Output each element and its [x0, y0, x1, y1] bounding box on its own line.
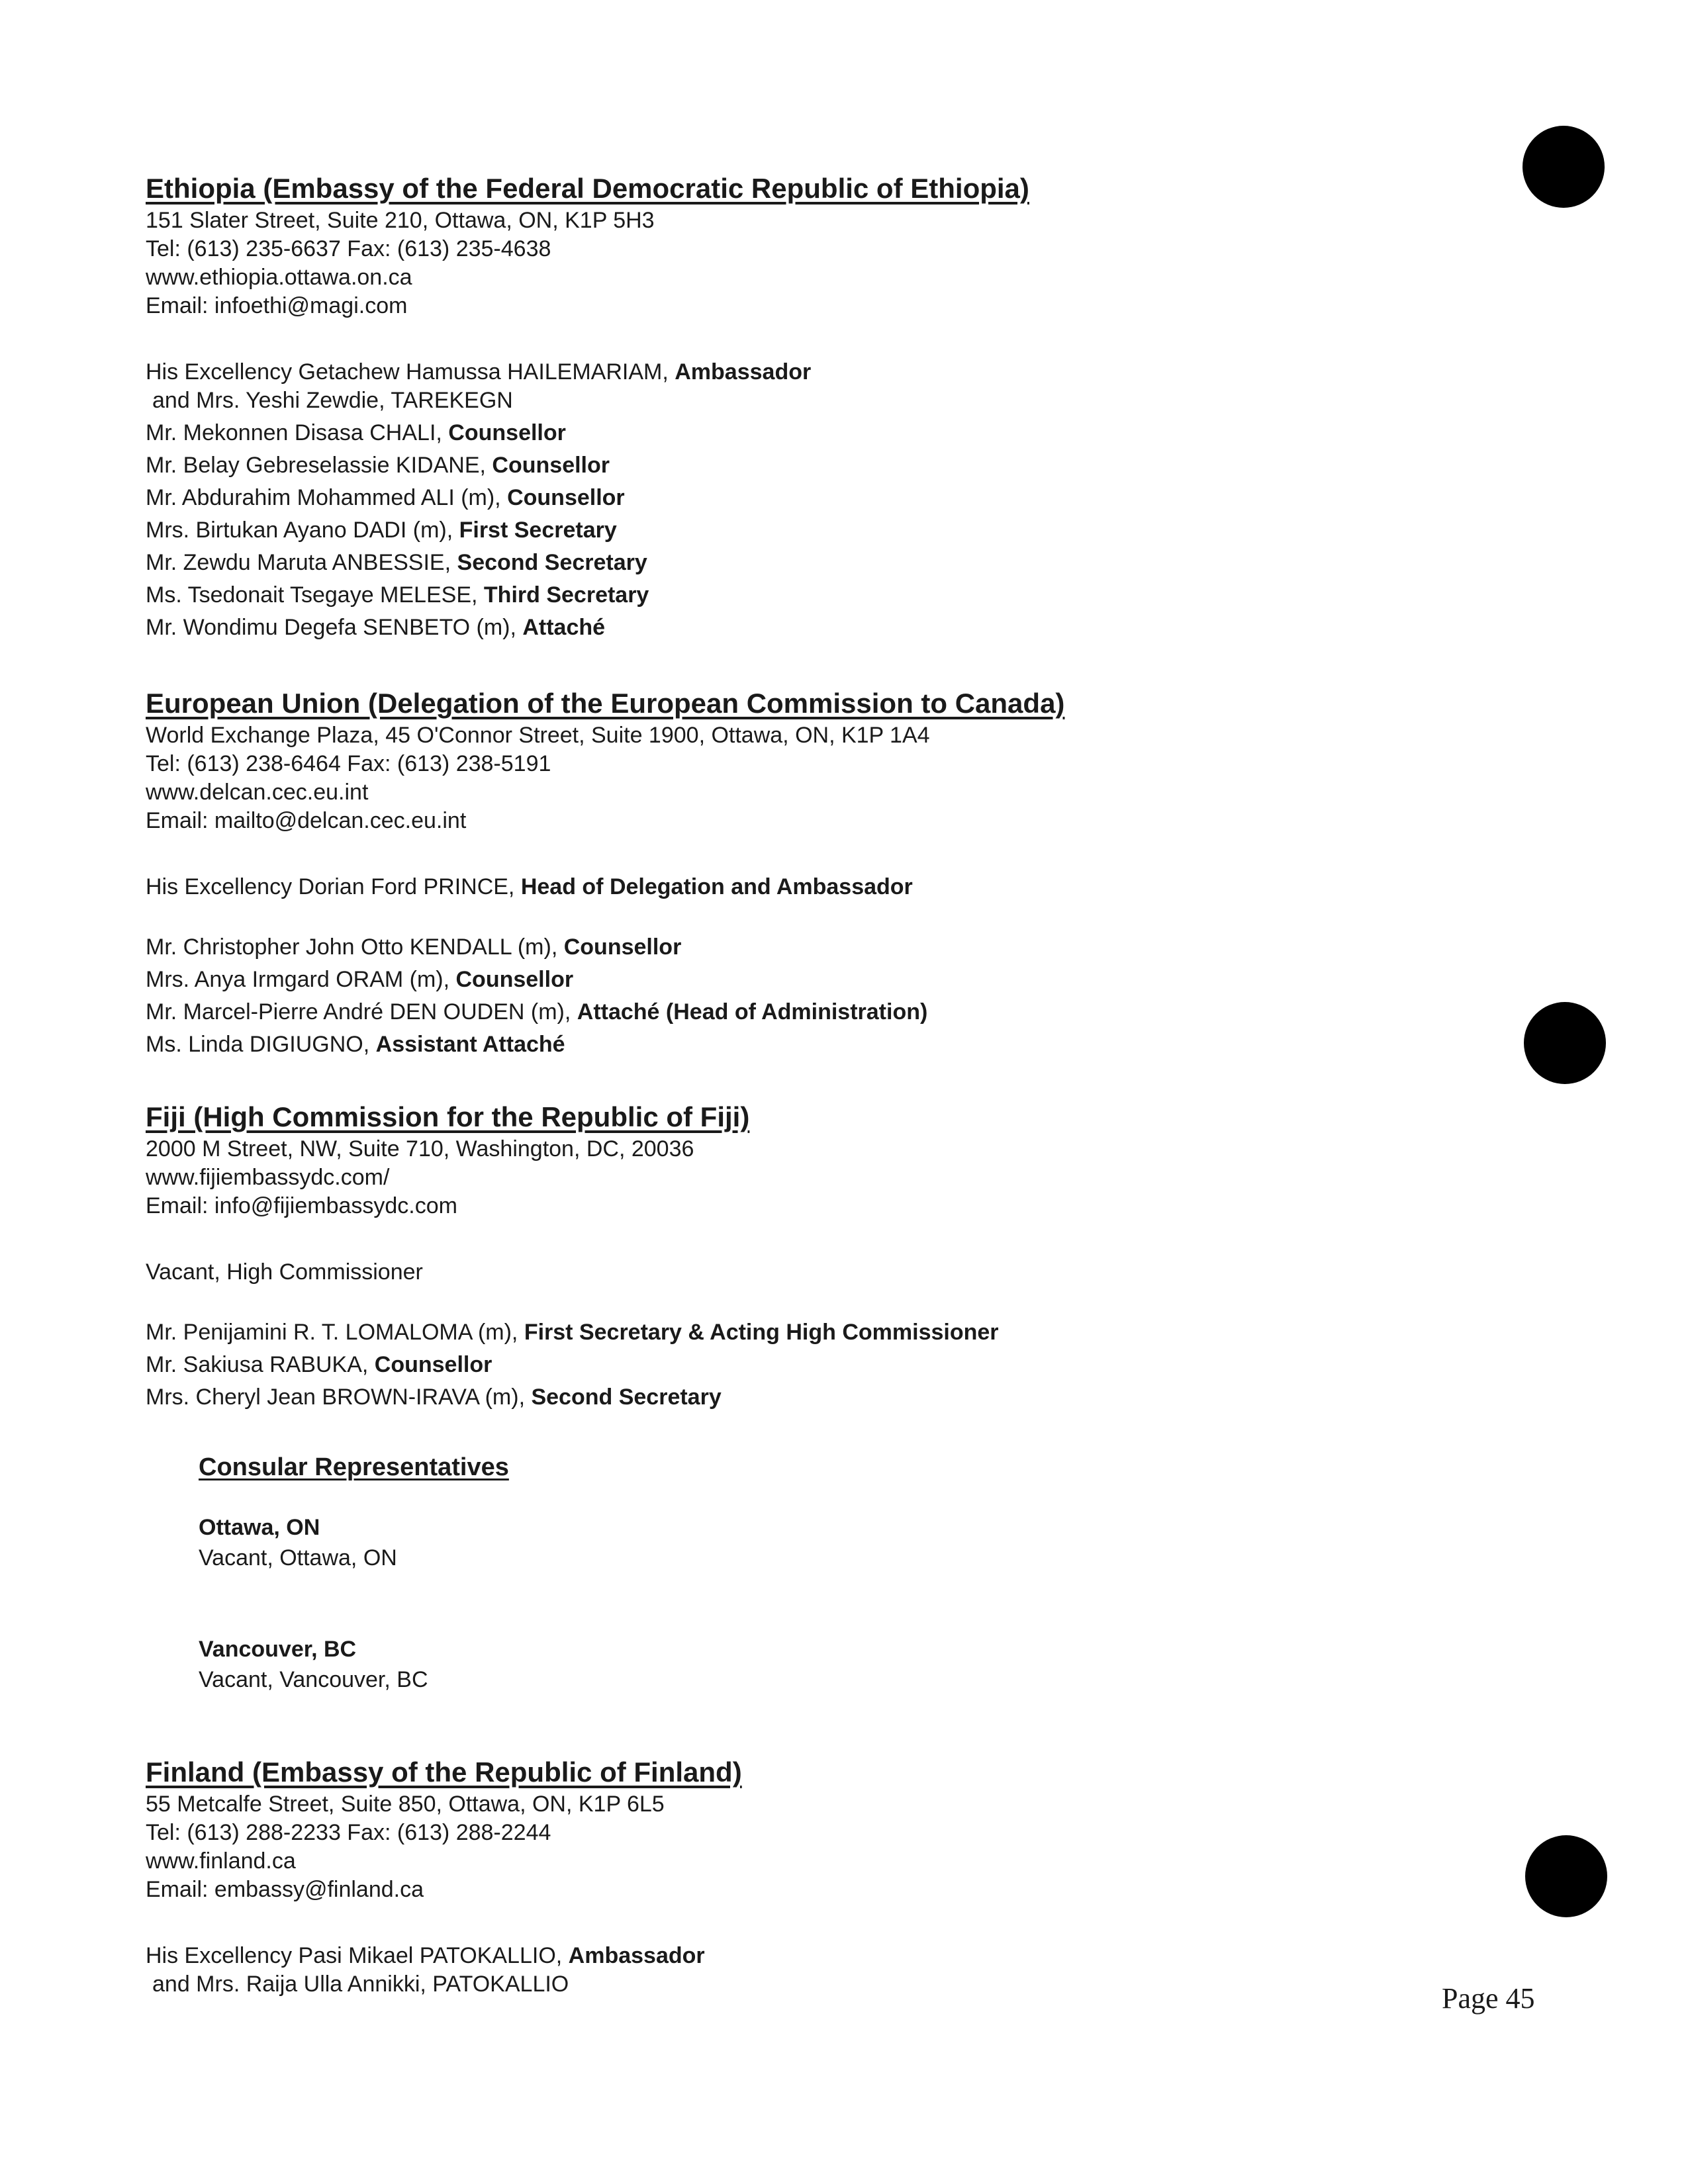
phone-fax: Tel: (613) 288-2233 Fax: (613) 288-2244	[146, 1820, 551, 1845]
address-block	[146, 721, 1503, 835]
section-european-union	[146, 688, 1503, 1061]
spouse-line: and Mrs. Yeshi Zewdie, TAREKEGN	[152, 388, 513, 413]
person-title: First Secretary & Acting High Commissioner	[524, 1320, 999, 1345]
staff-entry	[146, 996, 1503, 1028]
person-title: Assistant Attaché	[375, 1032, 565, 1057]
person-name: Mrs. Cheryl Jean BROWN-IRAVA (m),	[146, 1385, 532, 1410]
person-title: Ambassador	[568, 1943, 705, 1968]
staff-entry	[146, 1028, 1503, 1061]
person-title: Counsellor	[492, 453, 610, 478]
email-link[interactable]: Email: embassy@finland.ca	[146, 1877, 424, 1902]
phone-fax: Tel: (613) 238-6464 Fax: (613) 238-5191	[146, 751, 551, 776]
staff-entry	[146, 579, 1503, 612]
staff-entry	[146, 482, 1503, 514]
street-address: 55 Metcalfe Street, Suite 850, Ottawa, ON, K1P 6L5	[146, 1792, 665, 1817]
person-title: Counsellor	[563, 934, 682, 960]
consular-representatives	[199, 1453, 1390, 1695]
head-of-mission	[146, 356, 1503, 388]
head-of-mission	[146, 871, 1503, 903]
staff-entry	[146, 931, 1503, 964]
person-title: Third Secretary	[483, 582, 649, 608]
consular-office	[199, 1634, 1390, 1695]
punch-hole-bottom	[1525, 1835, 1607, 1917]
website-link[interactable]: www.ethiopia.ottawa.on.ca	[146, 265, 412, 290]
consular-status: Vacant, Ottawa, ON	[199, 1545, 397, 1570]
staff-entry	[146, 547, 1503, 579]
person-name: His Excellency Dorian Ford PRINCE,	[146, 874, 521, 899]
person-name: Mr. Belay Gebreselassie KIDANE,	[146, 453, 492, 478]
person-title: Counsellor	[448, 420, 566, 445]
section-ethiopia	[146, 173, 1503, 644]
person-name: Mr. Sakiusa RABUKA,	[146, 1352, 375, 1377]
head-of-mission	[146, 1940, 1503, 1972]
person-name: Mrs. Birtukan Ayano DADI (m),	[146, 518, 459, 543]
person-title: Second Secretary	[457, 550, 647, 575]
person-title: First Secretary	[459, 518, 617, 543]
person-name: His Excellency Getachew Hamussa HAILEMARIAM,	[146, 359, 675, 385]
person-name: Ms. Linda DIGIUGNO,	[146, 1032, 376, 1057]
section-heading: Fiji (High Commission for the Republic of Fiji)	[146, 1101, 750, 1132]
consular-heading: Consular Representatives	[199, 1453, 509, 1481]
person-title: Attaché (Head of Administration)	[577, 999, 928, 1024]
consular-status: Vacant, Vancouver, BC	[199, 1667, 428, 1692]
address-block	[146, 1790, 1503, 1904]
punch-hole-top	[1523, 126, 1605, 208]
person-name: Ms. Tsedonait Tsegaye MELESE,	[146, 582, 484, 608]
address-block	[146, 1135, 1503, 1220]
staff-list	[146, 417, 1503, 644]
email-link[interactable]: Email: infoethi@magi.com	[146, 293, 408, 318]
address-block	[146, 206, 1503, 320]
person-name: Mr. Wondimu Degefa SENBETO (m),	[146, 615, 523, 640]
person-name: Mr. Marcel-Pierre André DEN OUDEN (m),	[146, 999, 577, 1024]
person-title: Counsellor	[374, 1352, 492, 1377]
street-address: 151 Slater Street, Suite 210, Ottawa, ON, K1P 5H3	[146, 208, 655, 233]
staff-entry	[146, 1381, 1503, 1414]
page-number: Page 45	[1442, 1982, 1535, 2015]
person-title: Ambassador	[675, 359, 812, 385]
website-link[interactable]: www.fijiembassydc.com/	[146, 1165, 390, 1190]
person-name: Mr. Zewdu Maruta ANBESSIE,	[146, 550, 457, 575]
person-name: His Excellency Pasi Mikael PATOKALLIO,	[146, 1943, 569, 1968]
staff-entry	[146, 417, 1503, 449]
website-link[interactable]: www.delcan.cec.eu.int	[146, 780, 369, 805]
email-link[interactable]: Email: mailto@delcan.cec.eu.int	[146, 808, 467, 833]
person-name: Vacant, High Commissioner	[146, 1259, 423, 1285]
section-heading: Finland (Embassy of the Republic of Finland)	[146, 1756, 742, 1788]
phone-fax: Tel: (613) 235-6637 Fax: (613) 235-4638	[146, 236, 551, 261]
section-finland	[146, 1757, 1503, 2001]
staff-entry	[146, 514, 1503, 547]
person-title: Counsellor	[455, 967, 574, 992]
staff-entry	[146, 1349, 1503, 1381]
person-name: Mr. Christopher John Otto KENDALL (m),	[146, 934, 564, 960]
email-link[interactable]: Email: info@fijiembassydc.com	[146, 1193, 457, 1218]
street-address: World Exchange Plaza, 45 O'Connor Street, Suite 1900, Ottawa, ON, K1P 1A4	[146, 723, 930, 748]
person-name: Mr. Penijamini R. T. LOMALOMA (m),	[146, 1320, 524, 1345]
staff-entry	[146, 964, 1503, 996]
person-name: Mr. Abdurahim Mohammed ALI (m),	[146, 485, 508, 510]
staff-entry	[146, 449, 1503, 482]
consular-city: Vancouver, BC	[199, 1637, 357, 1662]
person-name: Mr. Mekonnen Disasa CHALI,	[146, 420, 449, 445]
street-address: 2000 M Street, NW, Suite 710, Washington, DC, 20036	[146, 1136, 694, 1161]
person-name: Mrs. Anya Irmgard ORAM (m),	[146, 967, 456, 992]
person-title: Head of Delegation and Ambassador	[520, 874, 913, 899]
person-title: Counsellor	[507, 485, 625, 510]
section-fiji	[146, 1102, 1503, 1414]
person-title: Attaché	[522, 615, 606, 640]
spouse-line: and Mrs. Raija Ulla Annikki, PATOKALLIO	[152, 1972, 569, 1997]
staff-list	[146, 931, 1503, 1061]
staff-list	[146, 1316, 1503, 1414]
head-of-mission	[146, 1256, 1503, 1289]
section-heading: European Union (Delegation of the European Commission to Canada)	[146, 688, 1065, 719]
website-link[interactable]: www.finland.ca	[146, 1848, 296, 1874]
person-title: Second Secretary	[531, 1385, 722, 1410]
staff-entry	[146, 1316, 1503, 1349]
section-heading: Ethiopia (Embassy of the Federal Democratic Republic of Ethiopia)	[146, 173, 1029, 204]
staff-entry	[146, 612, 1503, 644]
punch-hole-middle	[1524, 1002, 1606, 1084]
consular-office	[199, 1512, 1390, 1573]
consular-city: Ottawa, ON	[199, 1515, 320, 1540]
